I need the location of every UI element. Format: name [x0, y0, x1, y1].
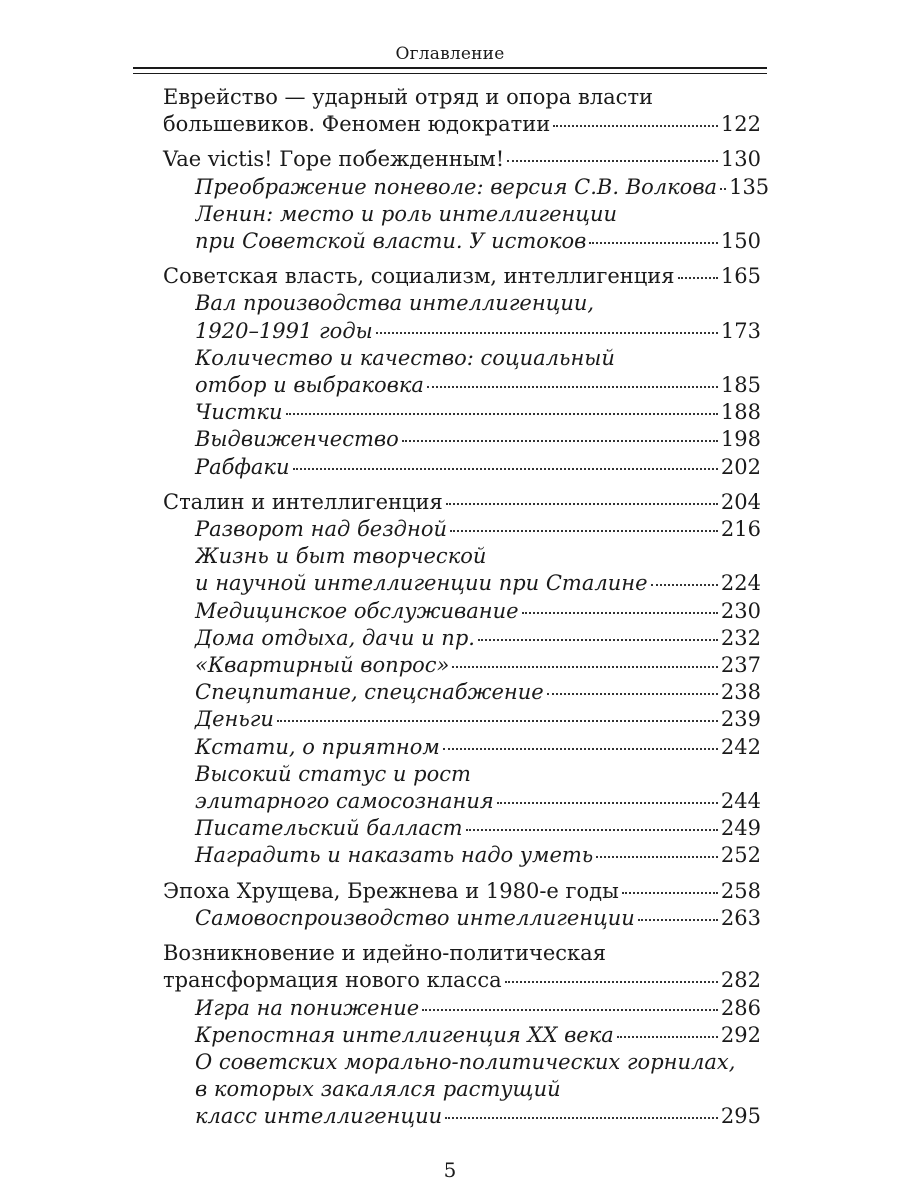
header-rule-thick	[133, 67, 767, 69]
toc-page-number: 282	[720, 968, 761, 993]
toc-page-number: 238	[720, 680, 761, 705]
toc-page-number: 185	[720, 373, 761, 398]
toc-entry-title-line: Советская власть, социализм, интеллигенция	[163, 264, 675, 289]
toc-page-number: 295	[720, 1104, 761, 1129]
toc-entry-row	[163, 146, 761, 173]
toc-section-entry	[163, 706, 761, 733]
toc-entry-title-line: Рабфаки	[195, 454, 290, 479]
toc-entry-title-line: большевиков. Феномен юдократии	[163, 112, 551, 137]
toc-page-number: 165	[720, 264, 761, 289]
dot-leader	[427, 386, 718, 388]
dot-leader	[507, 160, 718, 162]
toc-entry-title-line: Преображение поневоле: версия С.В. Волкова	[195, 174, 718, 199]
toc-entry-row	[163, 489, 761, 516]
toc-entry-title-line: Эпоха Хрущева, Брежнева и 1980-е годы	[163, 878, 619, 903]
toc-entry-title-line: в которых закалялся растущий	[195, 1077, 561, 1102]
dot-leader	[505, 981, 718, 983]
toc-page-number: 216	[720, 517, 761, 542]
toc-section-entry	[163, 842, 761, 869]
toc-entry-title-line: Vae victis! Горе побежденным!	[163, 147, 505, 172]
toc-entry-title-line: Еврейство — ударный отряд и опора власти	[163, 85, 654, 109]
toc-page-number: 150	[720, 229, 761, 254]
toc-entry-title-line: отбор и выбраковка	[195, 373, 424, 398]
toc-entry-title-line: трансформация нового класса	[163, 968, 502, 993]
toc-page-number: 204	[720, 489, 761, 514]
toc-page-number: 292	[720, 1022, 761, 1047]
toc-entry-title-line: Выдвиженчество	[195, 427, 399, 452]
dot-leader	[622, 892, 718, 894]
toc-entry-title-line: Чистки	[195, 400, 283, 425]
toc-page-number: 249	[720, 816, 761, 841]
toc-page-number: 286	[720, 995, 761, 1020]
toc-section-entry	[163, 679, 761, 706]
toc-chapter-entry	[163, 489, 761, 516]
toc-entry-title-line: Игра на понижение	[195, 995, 420, 1020]
toc-section-entry	[163, 625, 761, 652]
dot-leader	[286, 413, 718, 415]
toc-entry-row	[195, 706, 761, 733]
toc-entry-row	[195, 372, 761, 399]
toc-entry-row	[163, 263, 761, 290]
toc-entry-row	[195, 1022, 761, 1049]
toc-entry-row	[195, 399, 761, 426]
page-number: 5	[443, 1158, 457, 1182]
toc-entry-title-line: Жизнь и быт творческой	[195, 544, 487, 569]
toc-section-entry	[163, 174, 770, 201]
toc-section-entry	[163, 399, 761, 426]
toc-entry-row	[163, 111, 761, 138]
dot-leader	[553, 125, 718, 127]
toc-entry-title-line: Спецпитание, спецснабжение	[195, 680, 544, 705]
dot-leader	[497, 802, 718, 804]
toc-section-entry	[163, 598, 761, 625]
toc-section-entry	[163, 652, 761, 679]
toc-entry-row	[163, 878, 761, 905]
dot-leader	[617, 1036, 718, 1038]
toc-section-entry	[163, 995, 761, 1022]
dot-leader	[293, 468, 718, 470]
toc-entry-title-line: Самовоспроизводство интеллигенции	[195, 905, 635, 930]
toc-entry-title-line: 1920–1991 годы	[195, 318, 373, 343]
toc-entry-row	[195, 318, 761, 345]
toc-entry-row	[195, 625, 761, 652]
dot-leader	[446, 503, 718, 505]
toc-entry-title-line: и научной интеллигенции при Сталине	[195, 571, 648, 596]
toc-page-number: 237	[720, 653, 761, 678]
toc-entry-row	[195, 788, 761, 815]
toc-page-number: 202	[720, 454, 761, 479]
dot-leader	[443, 748, 718, 750]
toc-entry-row	[195, 679, 761, 706]
toc-entry-row	[195, 598, 761, 625]
dot-leader	[720, 188, 726, 190]
toc-entry-row	[195, 454, 761, 481]
toc-entry-title-line: Деньги	[195, 707, 274, 732]
toc-page-number: 242	[720, 734, 761, 759]
toc-section-entry	[163, 201, 761, 255]
toc-chapter-entry	[163, 263, 761, 290]
toc-entry-title-line: О советских морально-политических горнилах,	[195, 1049, 736, 1074]
toc-page-number: 198	[720, 427, 761, 452]
toc-page-number: 252	[720, 843, 761, 868]
toc-section-entry	[163, 761, 761, 815]
toc-entry-title-line: Возникновение и идейно-политическая	[163, 941, 606, 966]
toc-entry-row	[195, 516, 761, 543]
dot-leader	[596, 856, 718, 858]
dot-leader	[450, 530, 718, 532]
toc-chapter-entry	[163, 878, 761, 905]
toc-entry-title-line: Количество и качество: социальный	[195, 345, 615, 370]
toc-entry-row	[195, 426, 761, 453]
dot-leader	[452, 666, 718, 668]
toc-page-number: 258	[720, 878, 761, 903]
toc-page-number: 130	[720, 147, 761, 172]
table-of-contents	[163, 84, 770, 1131]
toc-entry-row	[163, 967, 761, 994]
running-head: Оглавление	[395, 44, 505, 64]
toc-entry-title-line: Высокий статус и рост	[195, 761, 471, 786]
toc-section-entry	[163, 543, 761, 597]
dot-leader	[678, 277, 718, 279]
header-rule-thin	[133, 73, 767, 74]
toc-entry-title-line: Ленин: место и роль интеллигенции	[195, 201, 618, 226]
dot-leader	[589, 242, 718, 244]
toc-entry-row	[195, 174, 770, 201]
toc-section-entry	[163, 345, 761, 399]
dot-leader	[402, 440, 718, 442]
toc-section-entry	[163, 1049, 761, 1131]
toc-entry-title-line: Сталин и интеллигенция	[163, 489, 443, 514]
toc-entry-row	[195, 734, 761, 761]
dot-leader	[422, 1009, 718, 1011]
toc-entry-title-line: Медицинское обслуживание	[195, 598, 519, 623]
toc-page-number: 173	[720, 318, 761, 343]
dot-leader	[376, 332, 718, 334]
dot-leader	[478, 639, 718, 641]
dot-leader	[466, 829, 718, 831]
toc-page-number: 188	[720, 400, 761, 425]
toc-entry-title-line: Дома отдыха, дачи и пр.	[195, 625, 475, 650]
toc-page-number: 230	[720, 598, 761, 623]
toc-section-entry	[163, 905, 761, 932]
toc-entry-title-line: Разворот над бездной	[195, 517, 447, 542]
toc-entry-title-line: Вал производства интеллигенции,	[195, 291, 595, 316]
toc-entry-row	[195, 228, 761, 255]
dot-leader	[638, 919, 718, 921]
dot-leader	[651, 584, 718, 586]
toc-entry-row	[195, 570, 761, 597]
dot-leader	[547, 693, 718, 695]
toc-page-number: 224	[720, 571, 761, 596]
toc-entry-title-line: элитарного самосознания	[195, 789, 494, 814]
dot-leader	[277, 720, 718, 722]
toc-chapter-entry	[163, 84, 761, 138]
toc-section-entry	[163, 426, 761, 453]
toc-entry-row	[195, 905, 761, 932]
toc-entry-title-line: Кстати, о приятном	[195, 734, 440, 759]
toc-page-number: 122	[720, 112, 761, 137]
toc-section-entry	[163, 516, 761, 543]
toc-entry-title-line: класс интеллигенции	[195, 1104, 443, 1129]
toc-entry-title-line: Писательский балласт	[195, 816, 463, 841]
toc-page-number: 232	[720, 625, 761, 650]
toc-entry-title-line: Наградить и наказать надо уметь	[195, 843, 594, 868]
toc-section-entry	[163, 290, 761, 344]
toc-entry-title-line: Крепостная интеллигенция XX века	[195, 1022, 614, 1047]
dot-leader	[445, 1117, 718, 1119]
toc-entry-title-line: «Квартирный вопрос»	[195, 653, 450, 678]
toc-entry-title-line: при Советской власти. У истоков	[195, 229, 587, 254]
toc-section-entry	[163, 734, 761, 761]
toc-entry-row	[195, 842, 761, 869]
dot-leader	[522, 612, 718, 614]
toc-entry-row	[195, 995, 761, 1022]
toc-page-number: 239	[720, 707, 761, 732]
toc-section-entry	[163, 454, 761, 481]
toc-entry-row	[195, 1103, 761, 1130]
toc-page-number: 263	[720, 905, 761, 930]
toc-entry-row	[195, 815, 761, 842]
toc-entry-row	[195, 652, 761, 679]
toc-page-number: 135	[729, 174, 770, 199]
toc-section-entry	[163, 1022, 761, 1049]
toc-chapter-entry	[163, 146, 761, 173]
toc-chapter-entry	[163, 940, 761, 994]
toc-page-number: 244	[720, 789, 761, 814]
toc-section-entry	[163, 815, 761, 842]
